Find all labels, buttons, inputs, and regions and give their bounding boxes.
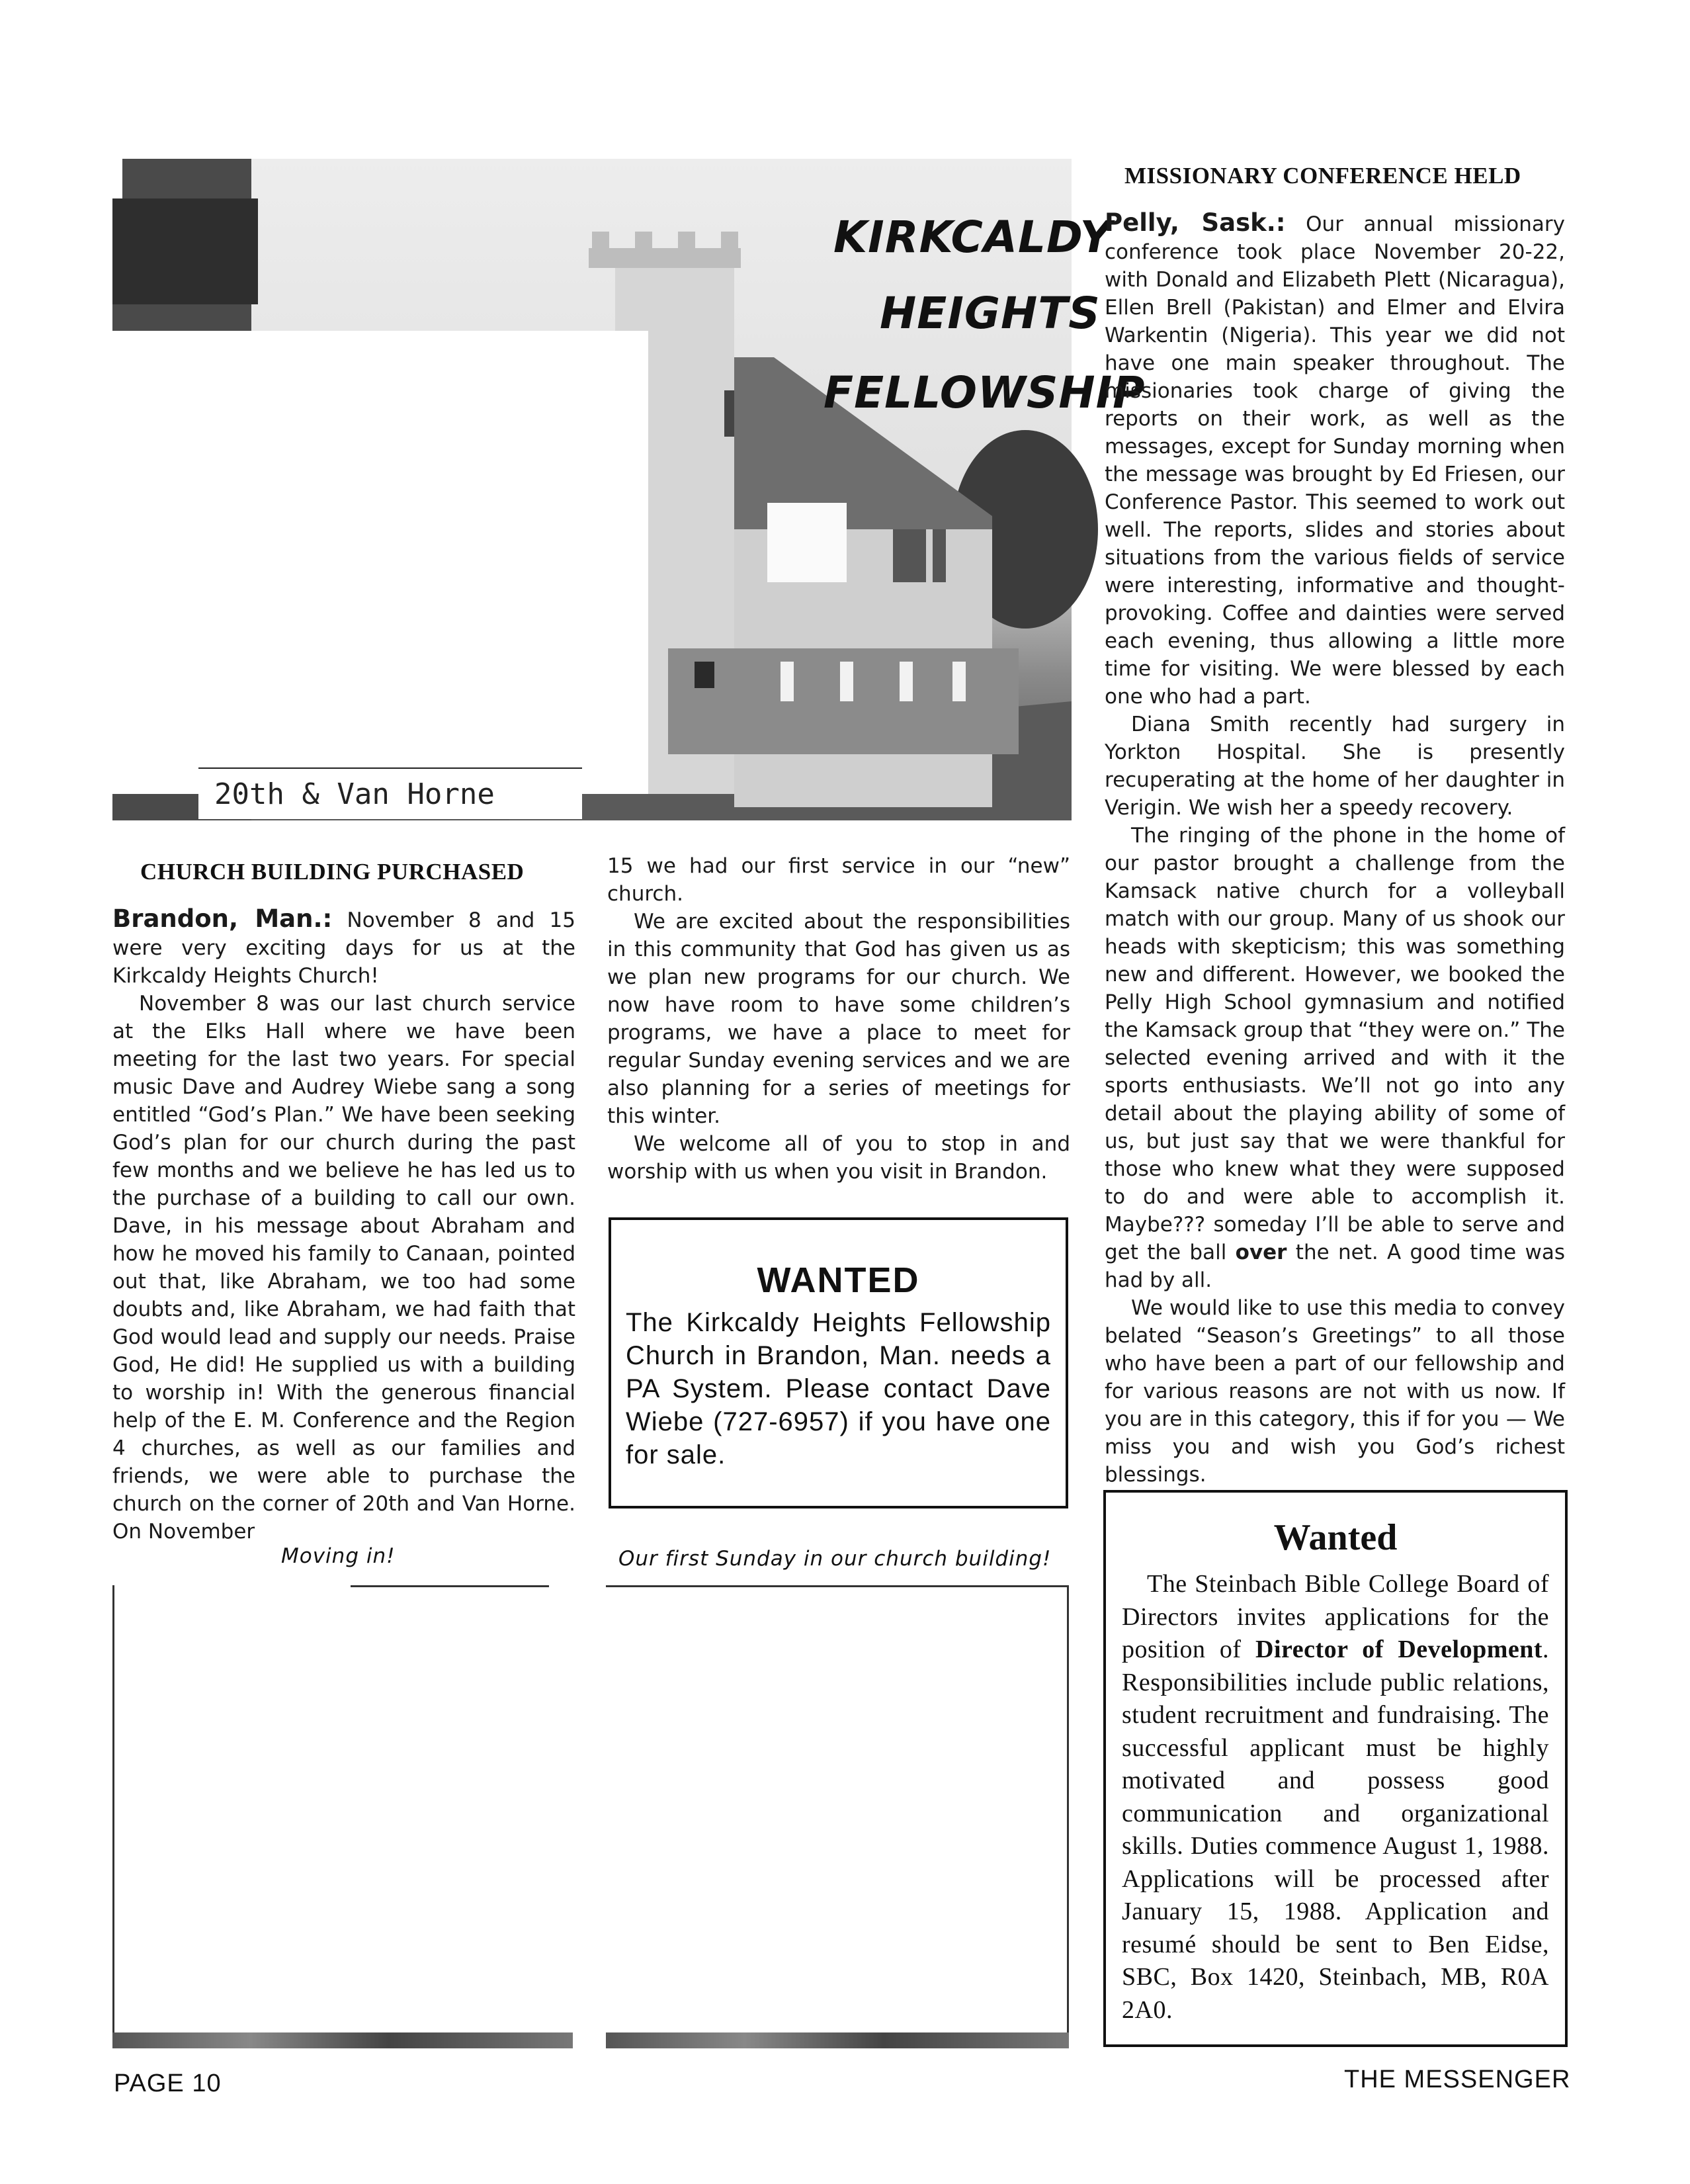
caption-moving-in: Moving in!: [281, 1544, 396, 1568]
article-paragraph-part: 15 we had our first service in our “new” church.: [607, 854, 1070, 906]
photo-moving-in: [112, 1585, 573, 2048]
church-photo: [112, 159, 1146, 820]
wanted-sbc-text: . Responsibilities include public relations, student recruitment and fundraising. The successful applicant must be highly motivated and possess good communication and organizational skills. Duties commence August 1, 1988. Applications will be processed after January 15, 1988. Application and resumé should be sent to Ben Eidse, SBC, Box 1420, Steinbach, MB, R0A 2A0.: [1122, 1636, 1550, 2024]
article-paragraph: We are excited about the responsibilities in this community that God has given us as we plan new programs for our church. We now have room to have some children’s programs, we have a place to meet for regular Sunday evening services and we are also planning for a series of meetings for this winter.: [607, 910, 1070, 1128]
wanted-sbc-position: Director of Development: [1255, 1636, 1543, 1663]
wanted-pa-box: [609, 1217, 1068, 1508]
wanted-sbc-box: [1103, 1490, 1568, 2047]
article-paragraph: [1105, 822, 1565, 1294]
article-missionary-col: [1105, 209, 1565, 1489]
wanted-pa-title: WANTED: [757, 1260, 920, 1300]
wanted-sbc-text: The Steinbach Bible College Board of Directors invites applications for the position of: [1122, 1570, 1549, 1663]
bold-word: over: [1235, 1241, 1287, 1264]
article-headline-church-building: CHURCH BUILDING PURCHASED: [140, 859, 525, 885]
article-paragraph: [112, 990, 575, 1546]
article-church-building-col2: [607, 852, 1070, 1186]
photo-first-sunday: [606, 1585, 1069, 2048]
photo-title-line-2: HEIGHTS: [880, 288, 1101, 339]
page-number: PAGE 10: [114, 2070, 222, 2097]
article-headline-missionary: MISSIONARY CONFERENCE HELD: [1124, 163, 1521, 189]
photo-title-line-1: KIRKCALDY: [833, 212, 1113, 263]
article-church-building-col1: [112, 905, 575, 1546]
article-dateline: Brandon, Man.:: [112, 904, 333, 933]
photo-title-line-3: FELLOWSHIP: [824, 367, 1146, 418]
article-paragraph: November 8 and 15 were very exciting days for us at the Kirkcaldy Heights Church!: [112, 908, 576, 988]
article-paragraph-part: November 8 was our last church service at the Elks Hall where we have been meeting for the last two years. For special music Dave and Audrey Wiebe sang a song entitled “God’s Plan.” We have been seeking God’s plan for our church during the past few months and we believe he has led us to the purchase of a building to call our own. Dave, in his message about Abraham and how he moved his family to Canaan, pointed out that, like Abraham, we too had some doubts and, like Abraham, we had faith that God would lead and supply our needs. Praise God, He did! He supplied us with a building to worship in! With the generous financial help of the E. M. Conference and the Region 4 churches, as well as our families and friends, we were able to purchase the church on the corner of 20th and Van Horne. On November: [112, 992, 575, 1544]
address-label: 20th & Van Horne: [198, 767, 582, 819]
article-paragraph-part: the net. A good time was had by all.: [1105, 1241, 1566, 1292]
caption-first-sunday: Our first Sunday in our church building!: [618, 1547, 1052, 1571]
wanted-sbc-body: [1122, 1568, 1549, 2027]
wanted-pa-body: The Kirkcaldy Heights Fellowship Church in Brandon, Man. needs a PA System. Please contact Dave Wiebe (727-6957) if you have one for sale.: [626, 1308, 1051, 1469]
wanted-sbc-title: Wanted: [1273, 1517, 1398, 1558]
article-paragraph: Our annual missionary conference took place November 20-22, with Donald and Elizabeth Plett (Nicaragua), Ellen Brell (Pakistan) and Elmer and Elvira Warkentin (Nigeria). This year we did not have one main speaker throughout. The missionaries took charge of giving the reports on their work, as well as the messages, except for Sunday morning when the message was brought by Ed Friesen, our Conference Pastor. This seemed to work out well. The reports, slides and stories about situations from the various fields of service were interesting, informative and thought-provoking. Coffee and dainties were served each evening, thus allowing a little more time for visiting. We were blessed by each one who had a part.: [1105, 212, 1565, 709]
article-paragraph: We would like to use this media to convey belated “Season’s Greetings” to all those who have been a part of our fellowship and for various reasons are not with us now. If you are in this category, this if for you — We miss you and wish you God’s richest blessings.: [1105, 1296, 1565, 1487]
article-paragraph-part: The ringing of the phone in the home of our pastor brought a challenge from the Kamsack native church for a volleyball match with our group. Many of us shook our heads with skepticism; this was something new and different. However, we booked the Pelly High School gymnasium and notified the Kamsack group that “they were on.” The selected evening arrived and with it the sports enthusiasts. We’ll not go into any detail about the playing ability of some of us, but just say that we were thankful for those who knew what they were supposed to do and were able to accomplish it. Maybe??? someday I’ll be able to serve and get the ball: [1105, 824, 1565, 1264]
article-paragraph: We welcome all of you to stop in and worship with us when you visit in Brandon.: [607, 1132, 1070, 1184]
article-paragraph: Diana Smith recently had surgery in Yorkton Hospital. She is presently recuperating at the home of her daughter in Verigin. We wish her a speedy recovery.: [1105, 713, 1565, 820]
publication-name: THE MESSENGER: [1344, 2066, 1571, 2093]
article-dateline: Pelly, Sask.:: [1105, 208, 1286, 237]
